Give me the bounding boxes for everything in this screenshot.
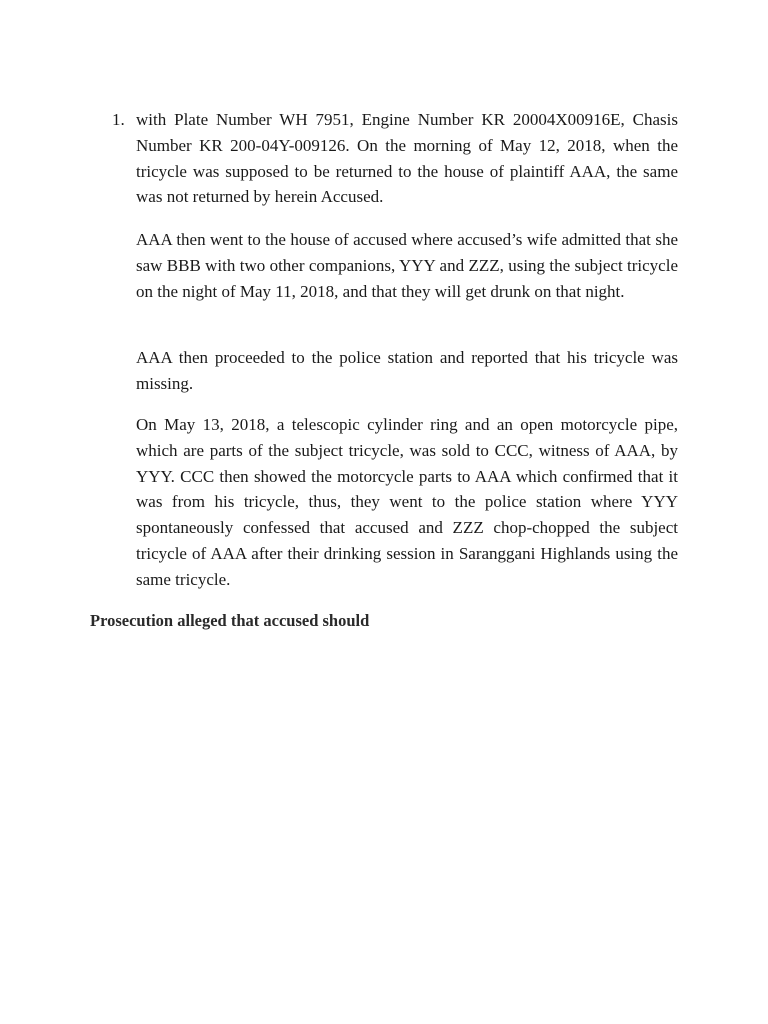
paragraph-parts-sold <box>136 412 678 593</box>
paragraph-text: AAA then proceeded to the police station and reported that his tricycle was missing. <box>136 348 678 393</box>
numbered-list-item <box>112 107 678 210</box>
paragraph-text: On May 13, 2018, a telescopic cylinder ring and an open motorcycle pipe, which are parts of the subject tricycle, was sold to CCC, witness of AAA, by YYY. CCC then showed the motorcycle parts to AAA which confirmed that it was from his tricycle, thus, they went to the police station where YYY spontaneously confessed that accused and ZZZ chop-chopped the subject tricycle of AAA after their drinking session in Saranggani Highlands using the same tricycle. <box>136 415 678 589</box>
section-heading: Prosecution alleged that accused should <box>90 611 370 630</box>
paragraph-accused-wife <box>136 227 678 304</box>
paragraph-text: AAA then went to the house of accused where accused’s wife admitted that she saw BBB with two other companions, YYY and ZZZ, using the subject tricycle on the night of May 11, 2018, and that they will get drunk on that night. <box>136 230 678 301</box>
list-number: 1. <box>112 110 125 129</box>
list-item-text: with Plate Number WH 7951, Engine Number KR 20004X00916E, Chasis Number KR 200-04Y-009126. On the morning of May 12, 2018, when the tricycle was supposed to be returned to the house of plaintiff AAA, the same was not returned by herein Accused. <box>136 110 678 207</box>
paragraph-police-report <box>136 345 678 397</box>
